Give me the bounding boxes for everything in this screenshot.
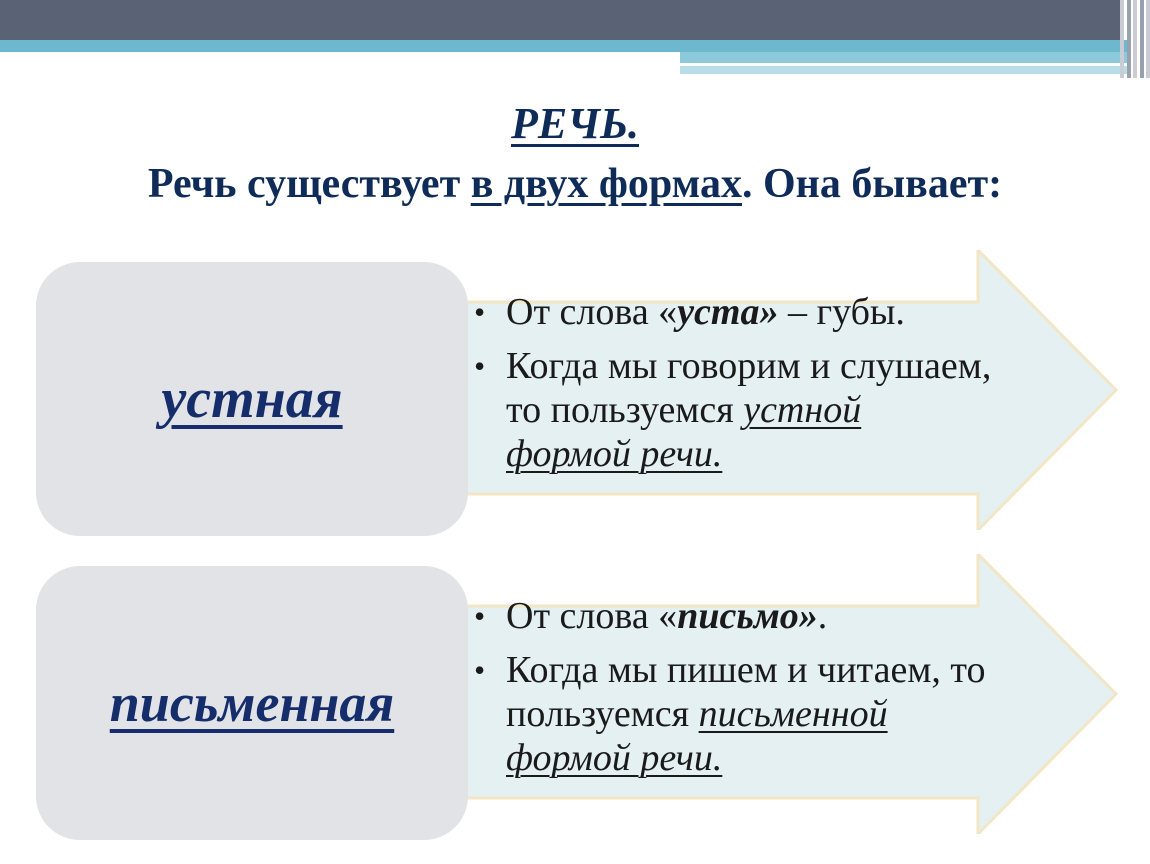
form-label-written: письменная (109, 673, 395, 733)
bullet-origin-oral (472, 290, 992, 334)
header-bar-blue (0, 40, 1130, 52)
slide-title (0, 98, 1150, 149)
bullet-emphasis: уста» (677, 291, 779, 333)
header-bar-dark (0, 0, 1120, 40)
bullet-text: Когда мы пишем и читаем, то пользуемся (506, 649, 986, 735)
bullet-text: От слова « (506, 595, 678, 637)
form-card-written (36, 566, 468, 840)
bullet-usage-oral (472, 344, 992, 476)
bullet-text: Когда мы говорим и слушаем, то пользуемся (506, 345, 992, 431)
bullet-emphasis: письмо» (677, 595, 818, 637)
header-vertical-stripes (1120, 0, 1150, 78)
slide-subtitle (0, 160, 1150, 208)
header-bar-blue-tertiary (680, 66, 1130, 74)
bullet-text-end: – губы. (778, 291, 905, 333)
form-row-oral (36, 250, 1126, 530)
bullet-emphasis: письменной формой речи. (506, 693, 888, 779)
bullet-text: От слова « (506, 291, 678, 333)
bullet-list-oral (472, 290, 992, 486)
header-divider-line (680, 63, 1130, 65)
bullet-usage-written (472, 648, 992, 780)
form-row-written (36, 554, 1126, 834)
slide-title-text: РЕЧЬ. (510, 99, 640, 148)
bullet-list-written (472, 594, 992, 790)
form-card-oral (36, 262, 468, 536)
form-label-oral: устная (161, 368, 343, 430)
bullet-origin-written (472, 594, 992, 638)
subtitle-start: Речь существует (147, 161, 471, 207)
bullet-text-end: . (817, 595, 828, 637)
subtitle-underlined: в двух формах (470, 161, 742, 207)
subtitle-end: . Она бывает: (741, 161, 1003, 207)
bullet-emphasis: устной формой речи. (506, 389, 862, 475)
